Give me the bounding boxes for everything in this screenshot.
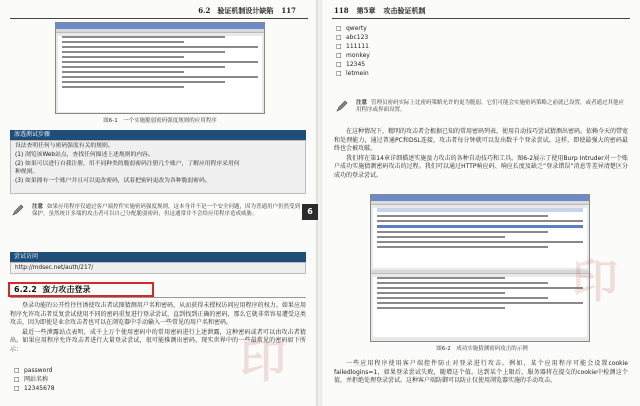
steps-line: 设法查明任何与密码强度有关的规则。 — [15, 143, 114, 149]
password-item: □ password — [14, 366, 134, 375]
section-title: 蛮力攻击登录 — [42, 285, 91, 294]
right-note — [336, 100, 626, 120]
steps-line: (2) 如果可以进行自我注册，用不同种类的脆弱密码注册几个账户，了解应用程序采用何 — [15, 160, 240, 167]
watermark-seal: 印 — [572, 254, 618, 308]
intruder-tabs — [371, 201, 589, 205]
right-page-number: 118 — [334, 6, 349, 15]
right-head-rule — [332, 18, 630, 19]
left-head-rule — [10, 18, 308, 19]
left-running-head — [190, 6, 296, 18]
figure-6-1-screenshot — [55, 22, 265, 114]
section-6-2-2-heading — [8, 282, 154, 297]
pen-icon — [12, 204, 24, 216]
right-body-text — [334, 128, 628, 190]
try-access-body — [10, 262, 306, 274]
right-page — [322, 0, 640, 406]
password-item: □ letmein — [336, 69, 456, 78]
steps-line: (3) 如果拥有一个账户并且可以更改密码，试着把密码更改为各种脆弱密码。 — [15, 178, 211, 185]
figure-6-1-caption: 图6-1 一个实施脆弱密码强度规则的应用程序 — [103, 118, 217, 124]
body-paragraph: 一些应用程序使用客户端控件防止对登录进行攻击。例如，某个应用程序可能会设置cookie failedlogins=1，如果登录尝试失败，随增这个值。达到某个上限后，服务器将在提交的cookie中检测这个值，并拒绝处理登录尝试。这种客户端防御可以防止仅使用浏览器实施的手动攻击。 — [334, 360, 628, 385]
password-item: □ 111111 — [336, 42, 456, 51]
password-item: □ 12345678 — [14, 384, 134, 393]
body-paragraph: 登录功能的公开性往往诱使攻击者试图猜测用户名和密码，从而获得未授权访问应用程序的权力。如果应用程序允许攻击者反复尝试使用不同的密码重复进行登录尝试，直到找到正确的密码，那么它就非常容易遭受这类攻击，因为即使是业余攻击者也可以在浏览器中手动输入一些常见的用户名和密码。 — [10, 302, 306, 327]
left-running-title: 6.2 验证机制设计缺陷 — [198, 6, 274, 15]
browser-toolbar — [56, 29, 264, 33]
left-page-number: 117 — [281, 6, 296, 15]
browser-content — [58, 36, 262, 112]
intruder-results — [373, 208, 587, 268]
note-text: 如果应用程序仅通过客户端控件实施密码强度规则，这本身并不是一个安全问题，因为普通用户仍然受到保护。虽然统计多端的攻击者可以自己分配脆弱密码，但这通常并不会给应用程序造成威胁。 — [32, 204, 301, 218]
left-page — [0, 0, 318, 406]
note-text: 管理员密码实际上比密码策略允许的更为脆弱。它们可能会实施密码策略之前就已设置，或者通过其他应用程序或界面设置。 — [356, 100, 625, 114]
pen-icon — [336, 100, 348, 112]
intruder-response-tabs — [371, 270, 589, 274]
body-paragraph: 在这种情况下，精明的攻击者会根据已知的常用密码列表，使用自动技巧尝试猜测出密码。依赖今天的带宽和处理能力，通过普通PC和DSL连接，攻击者每分钟就可以发出数千个登录尝试。这样，即使最强大的密码最终也会被攻破。 — [334, 128, 629, 153]
right-password-list — [336, 24, 456, 78]
pentest-steps-body — [10, 140, 306, 194]
body-paragraph: 我们将在第14章详细描述实施蛮力攻击的各种自动技巧和工具。图6-2展示了使用Burp Intruder对一个账户成功实施猜测密码攻击的过程。我们可以通过HTTP响应码、响应长度及缺乏“登录错误”消息等差异清楚区分成功的登录尝试。 — [334, 154, 628, 179]
section-number: 6.2.2 — [14, 285, 37, 294]
pentest-steps-header: 渗透测试步骤 — [10, 130, 306, 140]
password-item: □ monkey — [336, 51, 456, 60]
body-paragraph: 最近一些泄露站点表明，成千上万个使用密码中的常用密码进行上述泄露，这种密码或者可以由攻击者猜出。如果应用程序允许攻击者进行大量登录尝试，很可能推测出密码。现实世界中的一些最常见的密码如下所示： — [10, 328, 306, 353]
password-item: □ 网站名称 — [14, 375, 134, 384]
left-body-text — [10, 302, 306, 364]
note-label: 注意 — [32, 204, 44, 210]
figure-6-2-screenshot — [370, 194, 590, 342]
intruder-response — [373, 277, 587, 337]
right-running-head — [334, 6, 434, 18]
password-item: □ qwerty — [336, 24, 456, 33]
right-running-title: 攻击验证机制 — [383, 6, 426, 15]
watermark-seal: 印 — [240, 334, 286, 388]
section-rule — [10, 297, 306, 298]
figure-6-2-caption: 图6-2 成功实施猜测密码攻击的示例 — [436, 346, 528, 352]
note-label: 注意 — [356, 100, 368, 106]
steps-line: 种规则。 — [15, 169, 39, 176]
password-item: □ abc123 — [336, 33, 456, 42]
password-item: □ 12345 — [336, 60, 456, 69]
right-chapter: 第5章 — [356, 6, 376, 15]
left-note — [12, 204, 302, 238]
try-access-url: http://mdsec.net/auth/217/ — [15, 265, 94, 271]
try-access-header: 尝试访问 — [10, 252, 306, 262]
chapter-tab: 6 — [302, 204, 318, 220]
left-password-list — [14, 366, 134, 393]
steps-line: (1) 浏览该Web站点，查找任何描述上述规则的内容。 — [15, 151, 154, 158]
right-bottom-text — [334, 360, 628, 402]
